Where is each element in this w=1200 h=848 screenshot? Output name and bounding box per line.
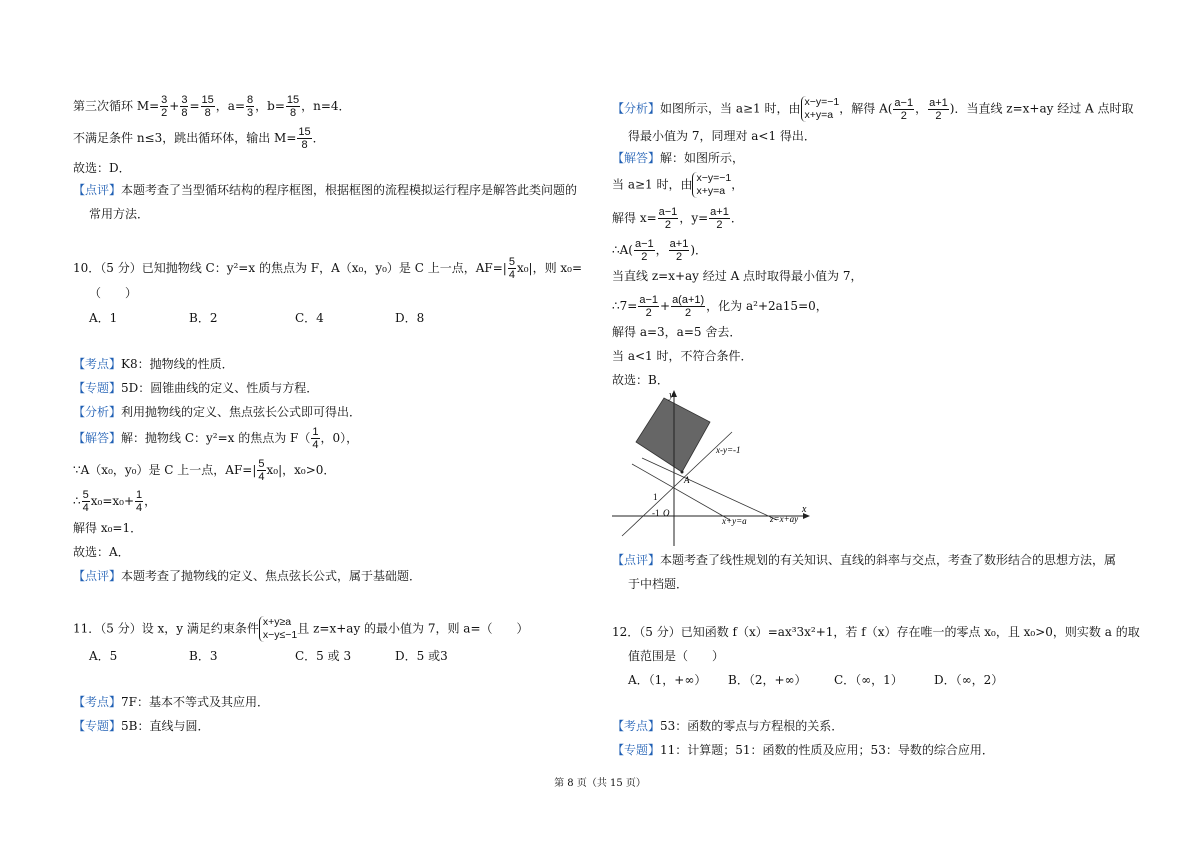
comment-line: 【点评】本题考查了当型循环结构的程序框图，根据框图的流程模拟运行程序是解答此类问题的 [73,183,578,197]
fraction: $\frac{15}{8}$ [298,126,311,151]
equation-system: x−y=−1 x+y=a [692,172,731,198]
fraction: $\frac{3}{8}$ [181,94,188,119]
option-b: B．3 [189,649,218,663]
option-d: D．5 或3 [395,649,448,663]
feasible-region-graph [612,388,812,546]
option-d: D．（∞，2） [934,673,1004,687]
solution-step: 当 a<1 时，不符合条件． [612,349,753,363]
section-tag: 【点评】 [73,183,122,197]
solution-step: ∴A( $\frac{a-1}{2}$ ， $\frac{a+1}{2}$ )． [612,238,708,263]
knowledge-point: 【考点】7F：基本不等式及其应用． [73,695,269,709]
loop-step-three: 第三次循环 M= $\frac{3}{2}$ + $\frac{3}{8}$ = $\frac{15}{8}$ ，a= $\frac{8}{3}$ ，b= $\frac{15}{8}$ ，n=4． [73,94,351,119]
option-d: D．8 [395,311,425,325]
solution-step: 当 a≥1 时，由 x−y=−1 x+y=a ， [612,172,744,197]
fraction: $\frac{8}{3}$ [247,94,254,119]
fraction: $\frac{a-1}{2}$ [658,206,678,231]
question-11: 11．（5 分）设 x，y 满足约束条件 x+y≥a x−y≤−1 且 z=x+ay 的最小值为 7，则 a=（ ） [73,616,529,641]
comment-line: 【点评】本题考查了抛物线的定义、焦点弦长公式，属于基础题． [73,569,422,583]
option-b: B．2 [189,311,218,325]
knowledge-point: 【考点】53：函数的零点与方程根的关系． [612,719,844,733]
fraction: $\frac{a(a+1)}{2}$ [672,294,705,319]
option-c: C．4 [295,311,324,325]
tick-label: -1 [652,508,660,518]
solution-step: ∴ $\frac{5}{4}$ x₀=x₀+ $\frac{1}{4}$ ， [73,489,157,514]
analysis-continued: 得最小值为 7，同理对 a<1 得出． [628,129,816,143]
question-10-paren: （ ） [89,286,138,300]
knowledge-point: 【考点】K8：抛物线的性质． [73,357,234,371]
solution-step: 解得 x= $\frac{a-1}{2}$ ，y= $\frac{a+1}{2}$ ． [612,206,743,231]
comment-line: 【点评】本题考查了线性规划的有关知识、直线的斜率与交点，考查了数形结合的思想方法，属 [612,553,1117,567]
fraction: $\frac{a-1}{2}$ [894,96,914,122]
line-label: z=x+ay [770,514,799,524]
option-b: B．（2，+∞） [728,673,807,687]
fraction: $\frac{a+1}{2}$ [710,206,729,231]
fraction: $\frac{15}{8}$ [286,94,300,119]
topic-line: 【专题】5B：直线与圆． [73,719,210,733]
fraction: $\frac{15}{8}$ [201,94,214,119]
option-c: C．（∞，1） [834,673,903,687]
equation-system: x−y=−1 x+y=a [801,96,840,122]
point-a [681,471,684,474]
fraction: $\frac{1}{4}$ [312,426,319,451]
question-10: 10．（5 分）已知抛物线 C：y²=x 的焦点为 F，A（x₀，y₀）是 C 上一点，AF=| $\frac{5}{4}$ x₀|，则 x₀= [73,256,583,281]
answer-line: 故选：A． [73,545,130,559]
option-a: A．1 [89,311,118,325]
fraction: $\frac{1}{4}$ [136,489,143,514]
shaded-region [636,398,710,472]
line-label: x+y=a [722,516,747,526]
solution-step: ∵A（x₀，y₀）是 C 上一点，AF=| $\frac{5}{4}$ x₀|，x₀>0． [73,458,336,483]
fraction: $\frac{a-1}{2}$ [634,238,654,263]
question-12: 12．（5 分）已知函数 f（x）=ax³3x²+1，若 f（x）存在唯一的零点 x₀，且 x₀>0，则实数 a 的取 [612,625,1140,639]
x-axis-label: x [802,504,807,515]
question-12-options [628,672,1003,688]
topic-line: 【专题】11：计算题；51：函数的性质及应用；53：导数的综合应用． [612,743,994,757]
analysis-line: 【分析】利用抛物线的定义、焦点弦长公式即可得出． [73,405,362,419]
answer-line: 故选：B． [612,373,669,387]
comment-line-continued: 常用方法． [89,207,150,221]
comment-line-continued: 于中档题． [628,577,689,591]
question-10-options [89,310,424,326]
origin-label: O [663,508,670,518]
text: 第三次循环 M= [73,99,160,113]
constraint-system: x+y≥a x−y≤−1 [259,616,297,642]
point-a-label: A [684,475,690,485]
question-12-line2: 值范围是（ ） [628,649,725,663]
loop-exit-line: 不满足条件 n≤3，跳出循环体，输出 M= $\frac{15}{8}$ ． [73,126,325,151]
answer-line: 故选：D． [73,161,131,175]
fraction: $\frac{a+1}{2}$ [929,96,948,122]
option-a: A．5 [89,649,118,663]
analysis-line: 【分析】如图所示，当 a≥1 时，由 x−y=−1 x+y=a ，解得 A( $\frac{a-1}{2}$ ， $\frac{a+1}{2}$ )．当直线 z=x+ay 经过 A 点时取 [612,96,1134,122]
solution-step: 解得 x₀=1． [73,521,143,535]
solution-line: 【解答】解：抛物线 C：y²=x 的焦点为 F（ $\frac{1}{4}$ ，0）， [73,426,359,451]
fraction: $\frac{5}{4}$ [82,489,89,514]
option-a: A．（1，+∞） [628,673,707,687]
y-axis-label: y [669,390,674,401]
solution-step: 解得 a=3，a=5 舍去． [612,325,742,339]
question-11-options [89,648,448,664]
fraction: $\frac{5}{4}$ [258,458,265,483]
solution-step: 当直线 z=x+ay 经过 A 点时取得最小值为 7， [612,269,863,283]
tick-label: 1 [653,492,658,502]
solution-line: 【解答】解：如图所示， [612,151,745,165]
solution-step: ∴7= $\frac{a-1}{2}$ + $\frac{a(a+1)}{2}$ ，化为 a²+2a15=0， [612,294,828,319]
fraction: $\frac{a-1}{2}$ [639,294,658,319]
fraction: $\frac{5}{4}$ [508,256,515,281]
fraction: $\frac{a+1}{2}$ [669,238,689,263]
page-footer: 第 8 页（共 15 页） [554,778,646,789]
line-label: x-y=-1 [716,445,741,455]
topic-line: 【专题】5D：圆锥曲线的定义、性质与方程． [73,381,319,395]
fraction: $\frac{3}{2}$ [161,94,168,119]
option-c: C．5 或 3 [295,649,352,663]
